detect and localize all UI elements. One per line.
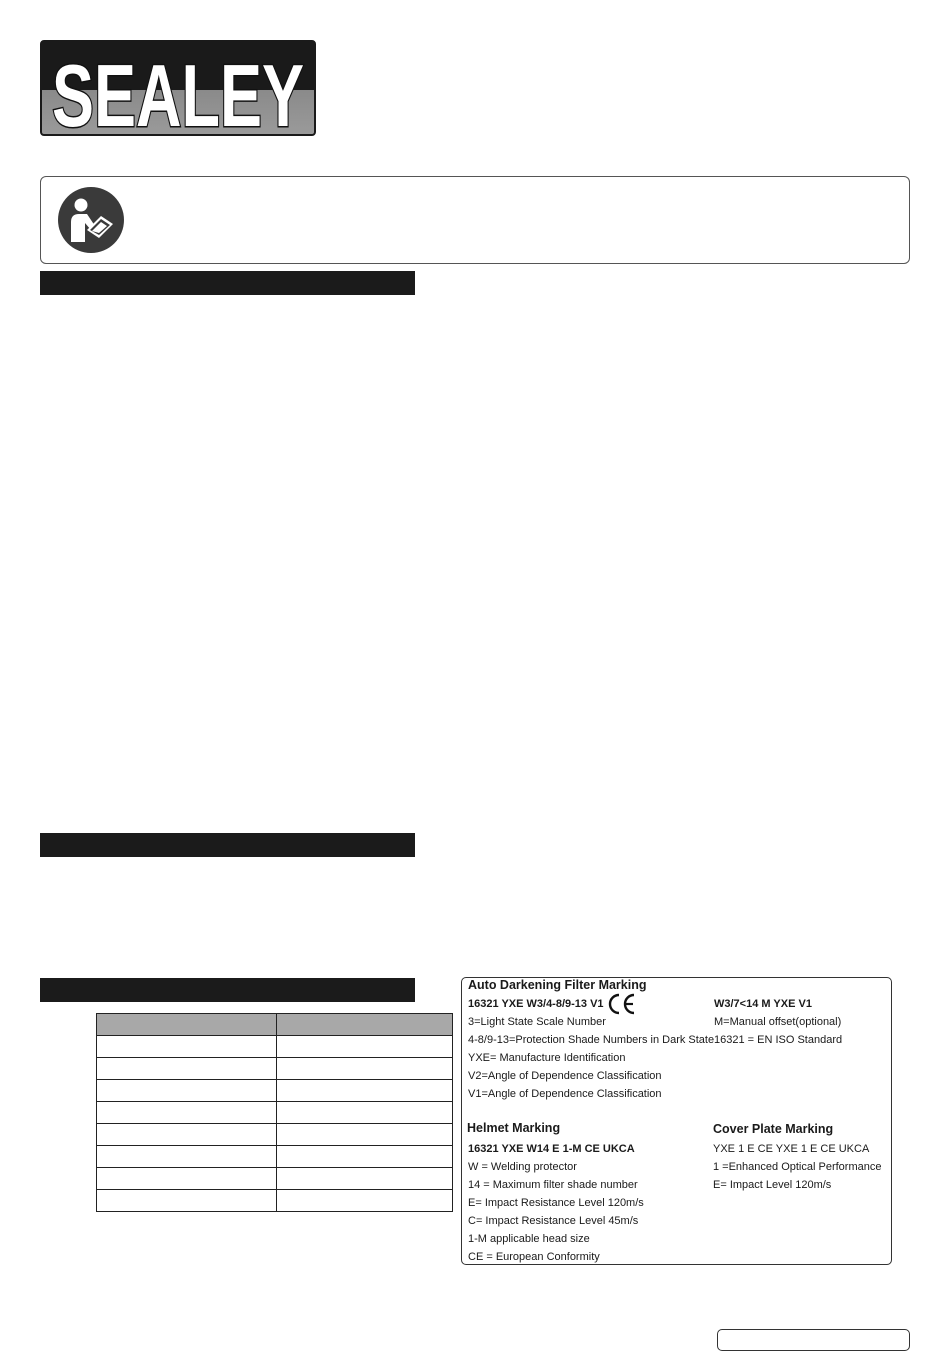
adf-line-right: 16321 = EN ISO Standard <box>714 1034 843 1046</box>
helmet-line: W = Welding protector <box>468 1161 577 1173</box>
table-row <box>97 1058 453 1080</box>
adf-marking-title: Auto Darkening Filter Marking <box>468 978 647 992</box>
section-bar-1 <box>40 271 415 295</box>
section-bar-2 <box>40 833 415 857</box>
table-cell <box>277 1124 453 1146</box>
table-cell <box>277 1080 453 1102</box>
adf-line: 4-8/9-13=Protection Shade Numbers in Dark State <box>468 1034 715 1046</box>
marking-box <box>461 977 892 1265</box>
table-cell <box>97 1102 277 1124</box>
adf-marking-code: 16321 YXE W3/4-8/9-13 V1 <box>468 998 604 1010</box>
table-row <box>97 1036 453 1058</box>
helmet-line: 1-M applicable head size <box>468 1233 590 1245</box>
table-cell <box>97 1168 277 1190</box>
adf-line: YXE= Manufacture Identification <box>468 1052 626 1064</box>
table-cell <box>277 1146 453 1168</box>
table-row <box>97 1146 453 1168</box>
spec-table <box>96 1013 453 1212</box>
table-cell <box>277 1102 453 1124</box>
helmet-marking-code: 16321 YXE W14 E 1-M CE UKCA <box>468 1143 635 1155</box>
table-cell <box>277 1190 453 1212</box>
table-row <box>97 1080 453 1102</box>
cover-line: 1 =Enhanced Optical Performance <box>713 1161 882 1173</box>
sealey-logo <box>40 40 316 145</box>
table-cell <box>97 1014 277 1036</box>
footer-reference-box <box>717 1329 910 1351</box>
adf-marking-code-right: W3/7<14 M YXE V1 <box>714 998 812 1010</box>
adf-line: V2=Angle of Dependence Classification <box>468 1070 662 1082</box>
table-cell <box>97 1124 277 1146</box>
helmet-marking-title: Helmet Marking <box>467 1121 561 1135</box>
adf-line-right: M=Manual offset(optional) <box>714 1016 842 1028</box>
table-cell <box>277 1168 453 1190</box>
table-cell <box>277 1014 453 1036</box>
table-cell <box>97 1190 277 1212</box>
helmet-line: C= Impact Resistance Level 45m/s <box>468 1215 639 1227</box>
info-banner <box>40 176 910 264</box>
logo-text: SEALEY <box>52 46 304 145</box>
helmet-line: E= Impact Resistance Level 120m/s <box>468 1197 644 1209</box>
cover-marking-title: Cover Plate Marking <box>713 1122 834 1136</box>
table-row <box>97 1168 453 1190</box>
table-row <box>97 1124 453 1146</box>
table-cell <box>97 1080 277 1102</box>
table-cell <box>277 1036 453 1058</box>
spec-table-header-row <box>97 1014 453 1036</box>
table-cell <box>97 1058 277 1080</box>
helmet-line: 14 = Maximum filter shade number <box>468 1179 638 1191</box>
cover-line: E= Impact Level 120m/s <box>713 1179 832 1191</box>
table-cell <box>97 1036 277 1058</box>
ce-mark-icon <box>606 992 636 1016</box>
table-row <box>97 1102 453 1124</box>
read-manual-icon <box>57 186 125 254</box>
table-cell <box>97 1146 277 1168</box>
table-row <box>97 1190 453 1212</box>
table-cell <box>277 1058 453 1080</box>
adf-line: 3=Light State Scale Number <box>468 1016 606 1028</box>
section-bar-3 <box>40 978 415 1002</box>
helmet-line: CE = European Conformity <box>468 1251 600 1263</box>
cover-marking-code: YXE 1 E CE YXE 1 E CE UKCA <box>713 1143 870 1155</box>
adf-line: V1=Angle of Dependence Classification <box>468 1088 662 1100</box>
